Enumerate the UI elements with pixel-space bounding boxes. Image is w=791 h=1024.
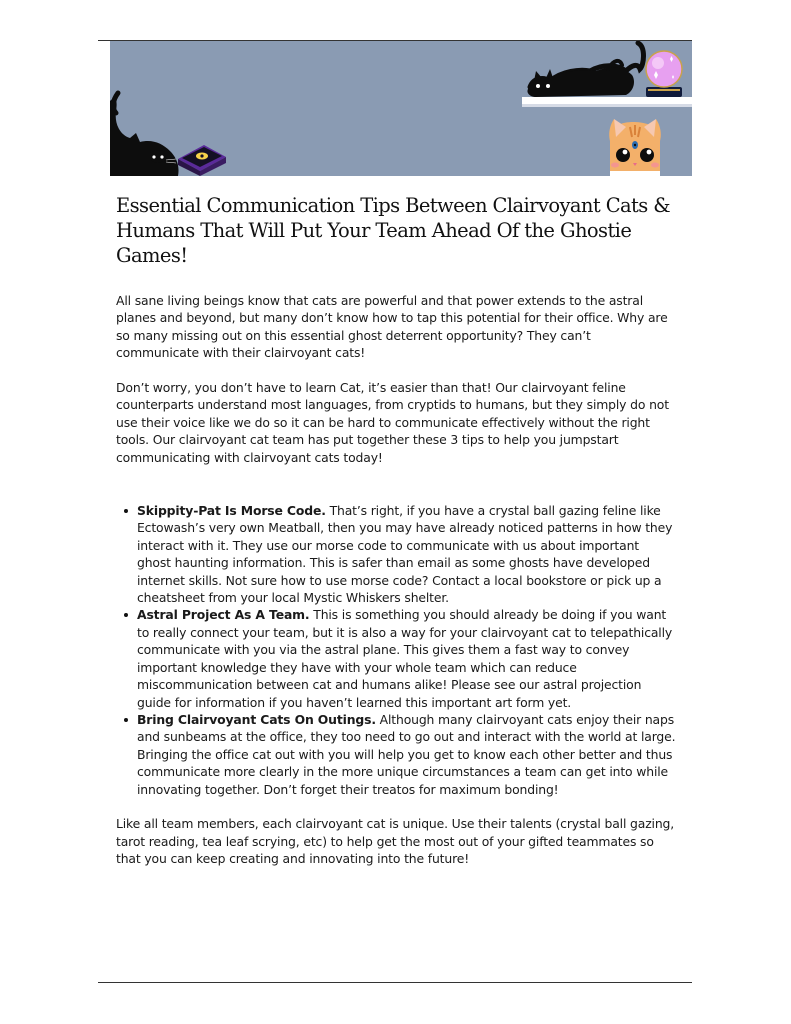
- bottom-rule: [98, 982, 692, 983]
- list-item: [137, 711, 676, 798]
- crystal-ball-icon: [646, 51, 682, 97]
- tip-body: That’s right, if you have a crystal ball gazing feline like Ectowash’s very own Meatball, then you may have already noticed patterns in how they interact with it. They use our morse code to communicate with us about important ghost haunting information. This is safer than email as some ghosts have developed internet skills. Not sure how to use morse code? Contact a local bookstore or pick up a cheatsheet from your local Mystic Whiskers shelter.: [137, 503, 673, 606]
- list-item: [137, 606, 676, 710]
- tip-heading: Bring Clairvoyant Cats On Outings.: [137, 711, 376, 727]
- tip-heading: Astral Project As A Team.: [137, 607, 310, 623]
- list-item: [137, 502, 676, 606]
- tip-body: This is something you should already be doing if you want to really connect your team, but it is also a way for your clairvoyant cat to telepathically communicate with you via the astral plane. This gives them a fast way to convey important knowledge they have with your whole team which can reduce miscommunication between cat and humans alike! Please see our astral projection guide for information if you haven’t learned this important art form yet.: [137, 607, 673, 710]
- tip-heading: Skippity-Pat Is Morse Code.: [137, 503, 326, 519]
- bullet-icon: [124, 613, 128, 617]
- page-title: Essential Communication Tips Between Clairvoyant Cats & Humans That Will Put Your Team Ahead Of the Ghostie Games!: [116, 194, 671, 267]
- header-banner: [110, 41, 692, 176]
- orange-cat-third-eye-icon: [609, 119, 661, 176]
- tip-body: Although many clairvoyant cats enjoy their naps and sunbeams at the office, they too need to go out and interact with the world at large. Bringing the office cat out with you will help you get to know each other better and thus communicate more clearly in the more unique circumstances a team can get into while innovating together. Don’t forget their treatos for maximum bonding!: [137, 711, 676, 797]
- tips-list: [116, 502, 676, 798]
- intro-paragraph: All sane living beings know that cats are powerful and that power extends to the astral planes and beyond, but many don’t know how to tap this potential for their office. Why are so many missing out on this essential ghost deterrent opportunity? They can’t communicate with their clairvoyant cats!: [116, 293, 668, 361]
- intro-paragraph: Don’t worry, you don’t have to learn Cat, it’s easier than that! Our clairvoyant feline counterparts understand most languages, from cryptids to humans, but they simply do not use their voice like we do so it can be hard to communicate effectively without the right tools. Our clairvoyant cat team has put together these 3 tips to help you jumpstart communicating with clairvoyant cats today!: [116, 380, 669, 465]
- article-body: [116, 292, 676, 885]
- shelf-icon: [522, 97, 692, 107]
- bullet-icon: [124, 718, 128, 722]
- bullet-icon: [124, 509, 128, 513]
- closing-paragraph: Like all team members, each clairvoyant cat is unique. Use their talents (crystal ball gazing, tarot reading, tea leaf scrying, etc) to help get the most out of your gifted teammates so that you can keep creating and innovating into the future!: [116, 816, 675, 867]
